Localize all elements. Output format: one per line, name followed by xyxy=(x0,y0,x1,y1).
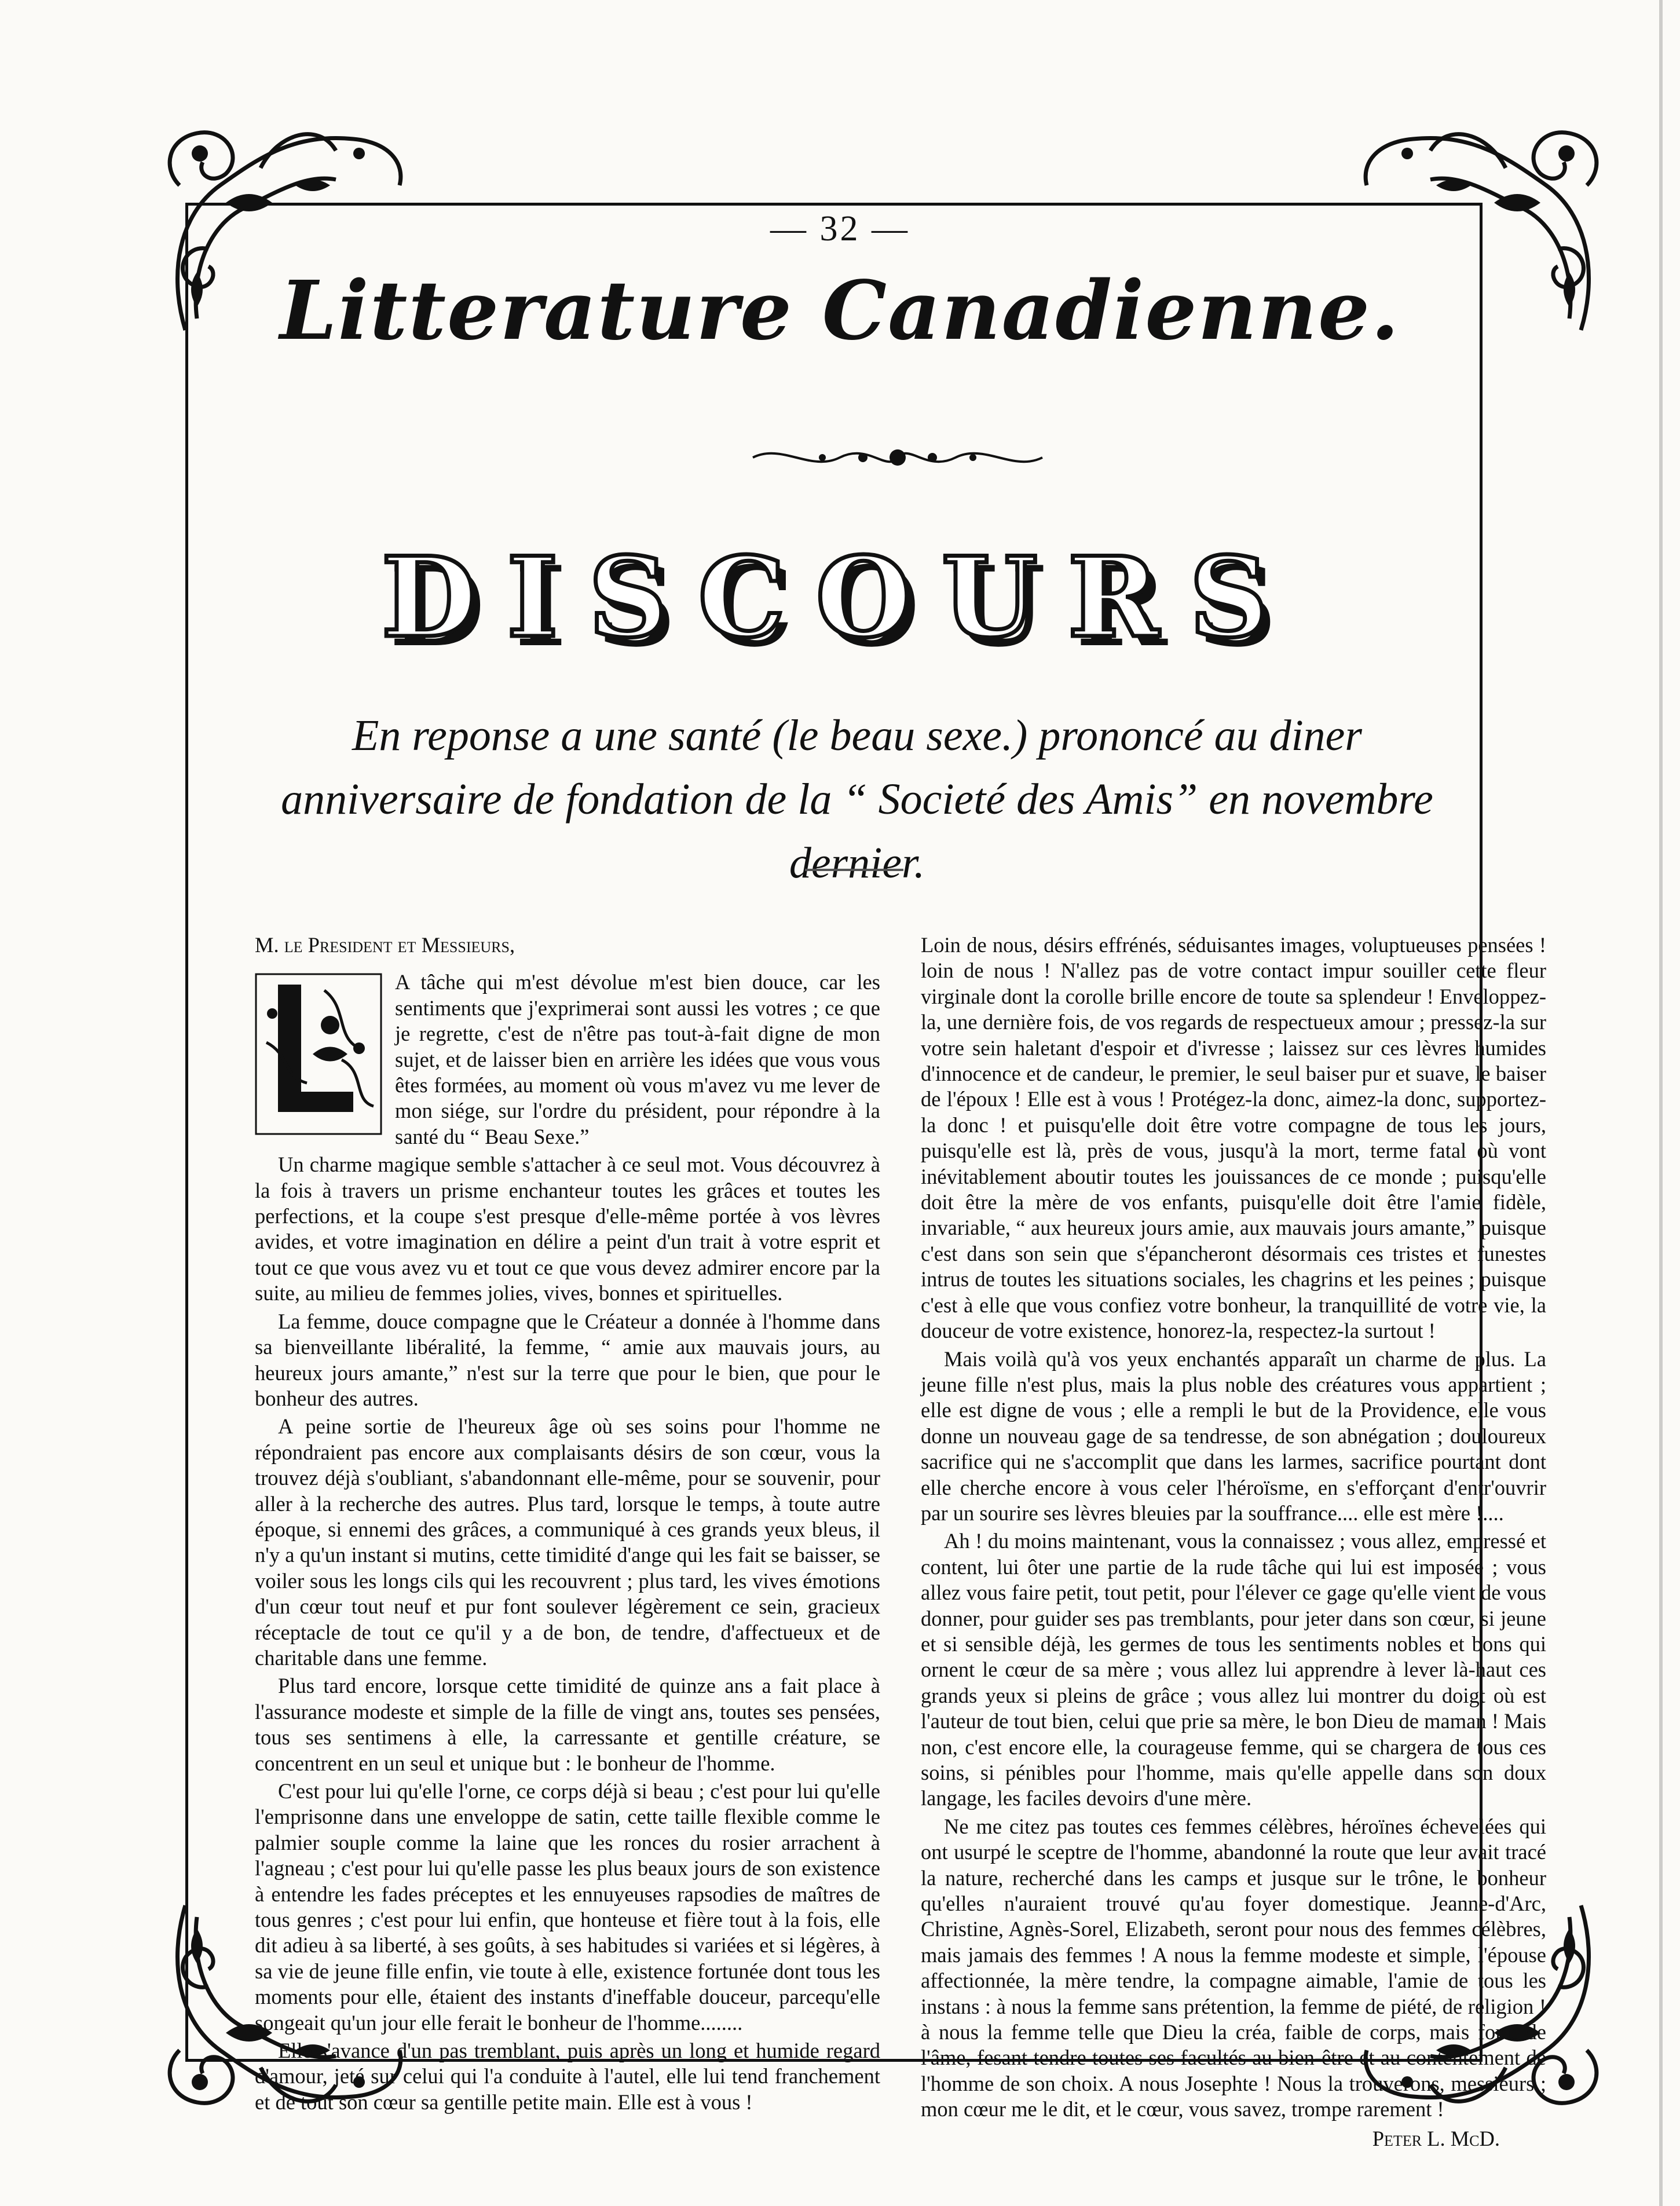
section-divider xyxy=(805,869,903,871)
paragraph: Ne me citez pas toutes ces femmes célèbres, héroïnes échevelées qui ont usurpé le sceptre de l'homme, abandonné la route que leur avait tracé la nature, recherché dans les camps et jusque sur le trône, le bonheur qu'elles n'auraient trouvé qu'au foyer domestique. Jeanne-d'Arc, Christine, Agnès-Sorel, Elizabeth, seront pour nous des femmes célèbres, mais jamais des femmes ! A nous la femme modeste et simple, l'épouse affectionnée, la mère tendre, la compagne aimable, l'amie de tous les instans : à nous la femme sans prétention, la femme de piété, de religion ! à nous la femme telle que Dieu la créa, faible de corps, mais forte de l'âme, fesant tendre toutes ses facultés au bien-être et au contentement de l'homme de son choix. A nous Josephte ! Nous la trouverons, messieurs ; mon cœur me le dit, et le cœur, vous savez, trompe rarement ! xyxy=(921,1814,1546,2121)
paragraph: C'est pour lui qu'elle l'orne, ce corps déjà si beau ; c'est pour lui qu'elle l'emprisonne dans une enveloppe de satin, cette taille flexible comme le palmier souple comme la laine que les ronces du rosier arrachent à l'agneau ; c'est pour lui qu'elle passe les plus beaux jours de son existence à entendre les fades préceptes et les ennuyeuses rapsodies de maîtres de tous genres ; c'est pour lui enfin, que honteuse et fière tout à la fois, elle dit adieu à sa liberté, à ses goûts, à ses habitudes si variées et si légères, à sa vie de jeune fille enfin, vie toute à elle, existence fortunée dont tous les moments pour elle, étaient des instants d'ineffable douceur, parcequ'elle songeait qu'un jour elle ferait le bonheur de l'homme........ xyxy=(255,1779,880,2035)
left-column xyxy=(255,932,880,2117)
article-subtitle: En reponse a une santé (le beau sexe.) prononcé au diner anniversaire de fondation de la “ Societé des Amis” en novembre dernier. xyxy=(281,711,1433,887)
article-title: DISCOURS xyxy=(381,533,1299,662)
paragraph: Plus tard encore, lorsque cette timidité de quinze ans a fait place à l'assurance modeste et simple de la fille de vingt ans, toutes ses pensées, tous ses sentimens à elle, la carressante et gentille créature, se concentrent en un seul et unique but : le bonheur de l'homme. xyxy=(255,1674,880,1775)
paragraph: Mais voilà qu'à vos yeux enchantés apparaît un charme de plus. La jeune fille n'est plus, mais la plus noble des créatures vous appartient ; elle est digne de vous ; elle a rempli le but de la Providence, elle vous donne un nouveau gage de sa tendresse, de son abnégation ; douloureux sacrifice qui ne s'accomplit que dans les larmes, sacrifice pourtant dont elle cherche encore à vous celer l'héroïsme, en s'efforçant d'entr'ouvrir par un sourire ses lèvres bleuies par la souffrance.... elle est mère !.... xyxy=(921,1347,1546,1525)
paragraph: Elle s'avance d'un pas tremblant, puis après un long et humide regard d'amour, jeté sur celui qui l'a conduite à l'autel, elle lui tend franchement et de tout son cœur sa gentille petite main. Elle est à vous ! xyxy=(255,2039,880,2114)
page-number: — 32 — xyxy=(770,209,910,248)
paragraph: La femme, douce compagne que le Créateur a donnée à l'homme dans sa bienveillante libéralité, la femme, “ amie aux mauvais jours, au heureux jours amante,” n'est sur la terre que pour le bien, que pour le bonheur des autres. xyxy=(255,1309,880,1410)
paragraph: Loin de nous, désirs effrénés, séduisantes images, voluptueuses pensées ! loin de nous ! N'allez pas de votre contact impur souiller cette fleur virginale dont la corolle brille encore de toute sa splendeur ! Enveloppez-la, une dernière fois, de vos regards de respectueux amour ; pressez-la sur votre sein haletant d'espoir et d'ivresse ; laissez sur ces lèvres humides d'innocence et de candeur, le premier, le seul baiser pur et suave, le baiser de l'époux ! Elle est à vous ! Protégez-la donc, aimez-la donc, supportez-la donc ! et puisqu'elle doit être votre compagne de tous les jours, puisqu'elle est là, près de vous, jusqu'à la mort, terme fatal où vont inévitablement aboutir toutes les jouissances de ce monde ; puisqu'elle doit être la mère de vos enfants, puisqu'elle doit être l'amie fidèle, invariable, “ aux heureux jours amie, aux mauvais jours amante,” puisque c'est dans son sein que s'épancheront désormais ces tristes et funestes intrus de toutes les situations sociales, les chagrins et les peines ; puisque c'est à elle que vous confiez votre bonheur, la tranquillité de votre vie, la douceur de votre existence, honorez-la, respectez-la surtout ! xyxy=(921,933,1546,1343)
right-column xyxy=(921,932,1546,2154)
paragraph: A peine sortie de l'heureux âge où ses soins pour l'homme ne répondraient pas encore aux complaisants désirs de son cœur, vous la trouvez déjà s'oubliant, s'abandonnant elle-même, pour se souvenir, pour aller à la recherche des autres. Plus tard, lorsque le temps, à toute autre époque, si ennemi des grâces, a communiqué à ces grands yeux bleus, il n'y a qu'un instant si mutins, cette timidité d'ange qui les fait se baisser, se voiler sous les longs cils qui les recouvrent ; plus tard, les vives émotions d'un cœur tout neuf et pur font soulever légèrement ce sein, gracieux réceptacle de tout ce qu'il y a de bon, de tendre, d'affectueux et de charitable dans une femme. xyxy=(255,1414,880,1670)
illustrated-dropcap-l xyxy=(255,973,382,1135)
journal-title: Litterature Canadienne. xyxy=(280,264,1400,358)
title-flourish-ornament xyxy=(747,440,1048,475)
author-signature: Peter L. McD. xyxy=(1372,2126,1500,2150)
salutation: M. le President et Messieurs, xyxy=(255,933,515,957)
paragraph: Ah ! du moins maintenant, vous la connaissez ; vous allez, empressé et content, lui ôter une partie de la rude tâche qui lui est imposée ; vous allez vous faire petit, tout petit, pour l'élever ce gage qu'elle vient de vous donner, pour guider ses pas tremblants, pour jeter dans son cœur, si jeune et si sensible déjà, les germes de tous les sentiments nobles et bons qui ornent le cœur de sa mère ; vous allez lui apprendre à lever là-haut ces grands yeux si pleins de grâce ; vous allez lui montrer du doigt où est l'auteur de tout bien, celui que prie sa mère, le bon Dieu de maman ! Mais non, c'est encore elle, la courageuse femme, qui se chargera de tous ces soins, si pénibles pour l'homme, mais qu'elle appelle dans son doux langage, les faciles devoirs d'une mère. xyxy=(921,1529,1546,1810)
paragraph: Un charme magique semble s'attacher à ce seul mot. Vous découvrez à la fois à travers un prisme enchanteur toutes les grâces et toutes les perfections, et la coupe s'est presque d'elle-même portée à vos lèvres avides, et votre imagination en délire a peint d'un trait à votre esprit et tout ce que vous avez vu et tout ce que vous devez admirer encore par la suite, au milieu de femmes jolies, vives, bonnes et spirituelles. xyxy=(255,1153,880,1305)
paragraph: A tâche qui m'est dévolue m'est bien douce, car les sentiments que j'exprimerai sont aussi les votres ; ce que je regrette, c'est de n'être pas tout-à-fait digne de mon sujet, et de laisser bien en arrière les idées que vous vous êtes formées, au moment où vous m'avez vu me lever de mon siége, sur l'ordre du président, pour répondre à la santé du “ Beau Sexe.” xyxy=(395,970,880,1148)
